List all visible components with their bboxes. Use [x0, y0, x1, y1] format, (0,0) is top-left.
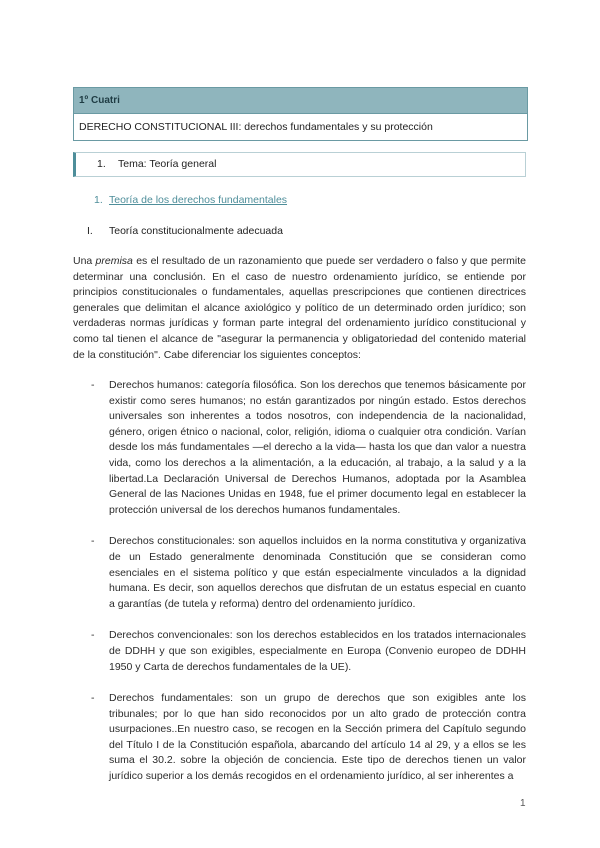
section-number: 1.	[94, 194, 103, 206]
intro-emphasis: premisa	[95, 255, 133, 267]
page-number: 1	[520, 798, 526, 809]
list-item	[73, 534, 526, 612]
subsection-number: I.	[87, 225, 93, 237]
list-item	[73, 691, 526, 785]
course-title: DERECHO CONSTITUCIONAL III: derechos fundamentales y su protección	[74, 114, 527, 140]
dash-bullet: -	[91, 629, 95, 642]
list-item	[73, 628, 526, 675]
tema-label: Tema: Teoría general	[118, 158, 217, 170]
list-item-text: Derechos convencionales: son los derechos establecidos en los tratados internacionales de DDHH y que son exigibles, especialmente en Europa (Convenio europeo de DDHH 1950 y Carta de derechos fundamentales de la UE).	[109, 629, 526, 673]
list-item-text: Derechos constitucionales: son aquellos incluidos en la norma constitutiva y organizativa de un Estado generalmente denominada Constitución que se consideran como esenciales en el sistema político y que están especialmente vinculados a la dignidad humana. Es decir, son aquellos derechos que disfrutan de un estatus especial en cuanto a garantías (de tutela y reforma) dentro del ordenamiento jurídico.	[109, 535, 526, 610]
header-table	[73, 87, 528, 141]
concept-list	[73, 378, 526, 801]
dash-bullet: -	[91, 535, 95, 548]
dash-bullet: -	[91, 692, 95, 705]
list-item-text: Derechos humanos: categoría filosófica. Son los derechos que tenemos básicamente por existir como seres humanos; no están garantizados por ningún estado. Estos derechos universales son inherentes a todos nosotros, con independencia de la nacionalidad, género, origen étnico o nacional, color, religión, idioma o cualquier otra condición. Varían desde los más fundamentales —el derecho a la vida— hasta los que dan valor a nuestra vida, como los derechos a la alimentación, a la educación, al trabajo, a la salud y a la libertad.La Declaración Universal de Derechos Humanos, adoptada por la Asamblea General de las Naciones Unidas en 1948, fue el primer documento legal en establecer la protección universal de los derechos humanos fundamentales.	[109, 379, 526, 516]
subsection-label: Teoría constitucionalmente adecuada	[109, 225, 283, 237]
list-item-text: Derechos fundamentales: son un grupo de derechos que son exigibles ante los tribunales; por lo que han sido reconocidos por un alto grado de protección contra usurpaciones..En nuestro caso, se recogen en la Sección primera del Capítulo segundo del Título I de la Constitución española, abarcando del artículo 14 al 29, y a ellos se les suma el 30.2. sobre la objeción de conciencia. Este tipo de derechos tienen un valor jurídico superior a los demás recogidos en el ordenamiento jurídico, al ser inherentes a	[109, 692, 526, 783]
list-item	[73, 378, 526, 518]
section-link[interactable]: Teoría de los derechos fundamentales	[109, 194, 288, 206]
intro-before: Una	[73, 255, 96, 267]
dash-bullet: -	[91, 379, 95, 391]
intro-after: es el resultado de un razonamiento que puede ser verdadero o falso y que permite determinar una conclusión. En el caso de nuestro ordenamiento jurídico, se entiende por principios constitucionales o fundamentales, aquellas prescripciones que contienen directrices generales que delimitan el alcance axiológico y político de un determinado orden jurídico; son verdaderas normas jurídicas y forman parte integral del ordenamiento jurídico constitucional y como tal tienen el alcance de "asegurar la permanencia y obligatoriedad del contenido material de la constitución". Cabe diferenciar los siguientes conceptos:	[73, 255, 526, 361]
tema-number: 1.	[97, 158, 106, 170]
tema-heading	[73, 152, 526, 177]
intro-paragraph	[73, 254, 526, 363]
term-label: 1º Cuatri	[74, 88, 527, 114]
